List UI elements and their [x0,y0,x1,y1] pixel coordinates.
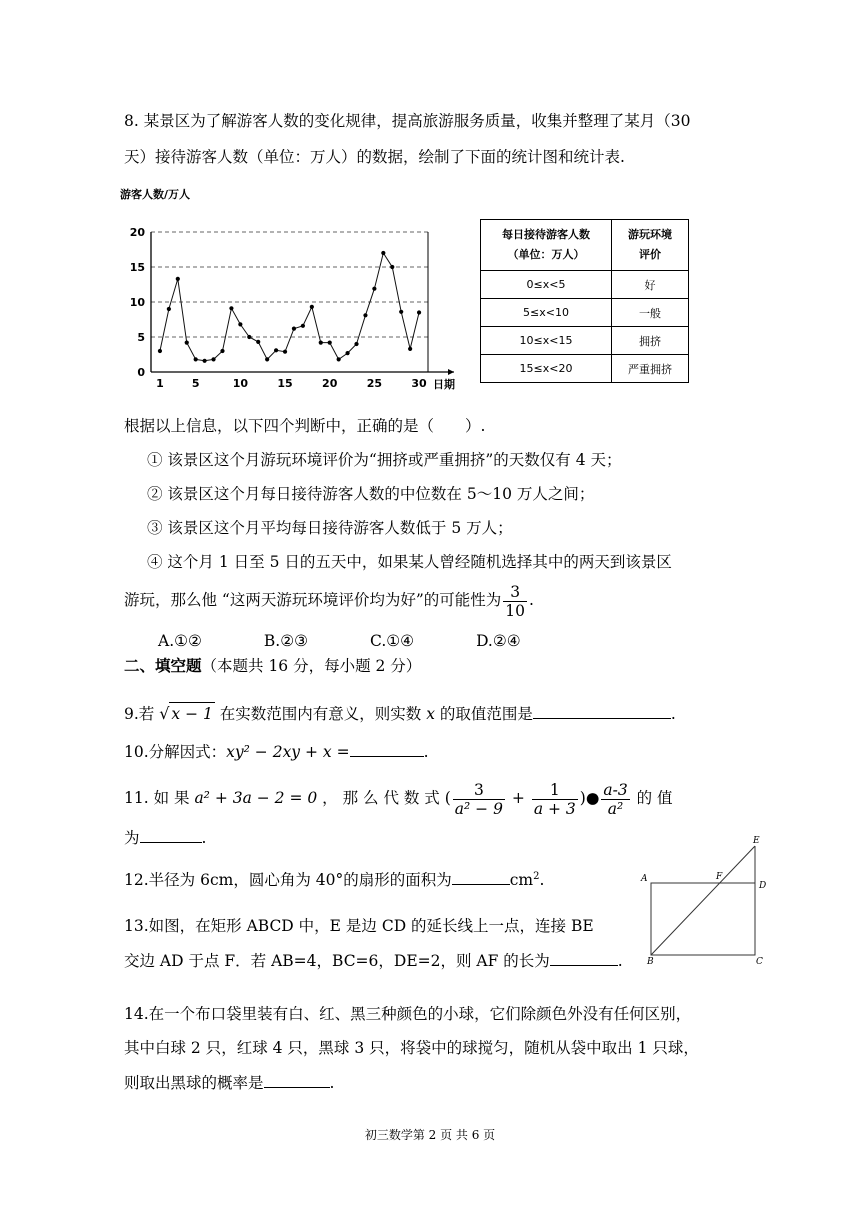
stat-eval: 拥挤 [612,327,689,355]
x-tick-label: 5 [191,377,200,390]
x-tick-label: 15 [277,377,293,390]
rectangle-figure [636,830,776,970]
data-point [381,251,385,255]
stat-header-eval: 游玩环境 评价 [612,220,689,271]
q9: 9.若 √ x − 1 在实数范围内有意义，则实数 x 的取值范围是 . [124,704,676,723]
x-axis-arrow [448,369,454,375]
option-c: C.①④ [370,632,415,650]
stat-header-range: 每日接待游客人数 （单位：万人） [481,220,612,271]
page-footer: 初三数学第 2 页 共 6 页 [364,1128,496,1142]
label-d: D [759,881,767,891]
q11-answer-blank [140,826,202,843]
data-point [185,341,189,345]
data-point [238,322,242,326]
data-point [176,277,180,281]
stat-eval: 好 [612,271,689,299]
stat-eval: 严重拥挤 [612,355,689,383]
label-f: F [716,872,723,882]
q13-answer-blank [550,949,618,966]
data-point [301,324,305,328]
data-point [363,313,367,317]
q13-line1: 13.如图，在矩形 ABCD 中，E 是边 CD 的延长线上一点，连接 BE [124,917,594,935]
data-point [265,357,269,361]
data-point [372,287,376,291]
data-point [194,357,198,361]
y-tick-label: 15 [129,261,145,274]
chart-ylabel: 游客人数/万人 [120,188,191,201]
chart-grid [151,232,428,337]
data-point [283,350,287,354]
stat-range: 10≤x<15 [481,327,612,355]
x-tick-label: 30 [411,377,427,390]
q8-line2: 天）接待游客人数（单位：万人）的数据，绘制了下面的统计图和统计表. [124,148,625,166]
data-point [337,357,341,361]
x-tick-label: 25 [366,377,383,390]
data-point [328,341,332,345]
option-d: D.②④ [476,632,521,650]
series-line [160,253,419,361]
q8-item-2: ② 该景区这个月每日接待游客人数的中位数在 5～10 万人之间； [147,485,595,503]
q8-line1: 8. 某景区为了解游客人数的变化规律，提高旅游服务质量，收集并整理了某月（30 [124,112,691,130]
data-point [158,349,162,353]
table-row [481,299,689,327]
x-tick-label: 20 [322,377,338,390]
q8-item-4: ④ 这个月 1 日至 5 日的五天中，如果某人曾经随机选择其中的两天到该景区 [147,553,672,571]
data-point [390,265,394,269]
section-2-heading: 二、填空题（本题共 16 分，每小题 2 分） [124,656,422,675]
x-tick-label: 1 [156,377,164,390]
q11-line2: 为 . [124,826,206,849]
data-point [211,357,215,361]
chart-axes [151,232,454,375]
data-point [167,307,171,311]
data-point [319,341,323,345]
data-point [345,351,349,355]
q12: 12.半径为 6cm，圆心角为 40°的扇形的面积为 $cm^2$. [124,866,544,891]
data-point [274,348,278,352]
y-tick-label: 20 [129,226,145,239]
option-a: A.①② [158,632,202,650]
segment-be [651,846,755,955]
chart-xlabel: 日期 [433,378,455,391]
q8-options [158,630,583,652]
label-e: E [753,836,760,846]
q10: 10.分解因式：xy² − 2xy + x = . [124,740,429,763]
y-tick-label: 10 [129,296,145,309]
stat-eval: 一般 [612,299,689,327]
y-tick-label: 5 [137,331,145,344]
table-row [481,271,689,299]
stat-table-header [481,220,689,271]
option-b: B.②③ [263,632,309,650]
q12-answer-blank [452,868,510,885]
q8-item-3: ③ 该景区这个月平均每日接待游客人数低于 5 万人； [147,519,513,537]
fraction-3-10: $\frac{3}{10}$ [505,582,526,620]
data-point [310,305,314,309]
sqrt-expr: x − 1 [169,702,214,725]
label-c: C [756,957,763,967]
data-point [229,306,233,310]
data-point [203,359,207,363]
y-tick-label: 0 [137,366,145,379]
data-point [247,335,251,339]
data-point [408,347,412,351]
q14-line1: 14.在一个布口袋里装有白、红、黑三种颜色的小球，它们除颜色外没有任何区别， [124,1005,692,1023]
q14-line3: 则取出黑球的概率是 . [124,1071,334,1094]
rectangle-abcd [651,883,755,955]
visitor-line-chart [120,182,470,397]
data-point [417,310,421,314]
data-point [399,310,403,314]
table-row [481,327,689,355]
x-tick-label: 10 [232,377,249,390]
q11: 11. 如 果 a² + 3a − 2 = 0 ， 那 么 代 数 式 ( $\frac{3}{\text{a² − 9}}$ + $\frac{1}{a + 3}$ )● $\frac{a-3}{\text{a²}}$ 的 值 [124,780,673,818]
q10-answer-blank [350,740,424,757]
data-point [220,349,224,353]
label-a: A [641,874,648,884]
chart-series [158,251,421,363]
stat-range: 0≤x<5 [481,271,612,299]
label-b: B [647,957,654,967]
stat-table [480,219,689,383]
data-point [292,327,296,331]
q8-question: 根据以上信息，以下四个判断中，正确的是（ ）. [124,417,486,435]
q9-answer-blank [533,702,671,719]
q13-line2: 交边 AD 于点 F．若 AB=4，BC=6，DE=2，则 AF 的长为 . [124,949,623,972]
q8-item-4-cont: 游玩，那么他 “这两天游玩环境评价均为好”的可能性为 $\frac{3}{10}$ . [124,582,534,620]
table-row [481,355,689,383]
q8-item-1: ① 该景区这个月游玩环境评价为“拥挤或严重拥挤”的天数仅有 4 天； [147,451,622,469]
stat-range: 5≤x<10 [481,299,612,327]
q14-answer-blank [264,1071,330,1088]
q14-line2: 其中白球 2 只，红球 4 只，黑球 3 只，将袋中的球搅匀，随机从袋中取出 1 只球， [124,1039,699,1057]
data-point [354,342,358,346]
data-point [256,340,260,344]
chart-x-ticks [156,377,427,390]
chart-y-ticks [130,226,146,379]
stat-range: 15≤x<20 [481,355,612,383]
